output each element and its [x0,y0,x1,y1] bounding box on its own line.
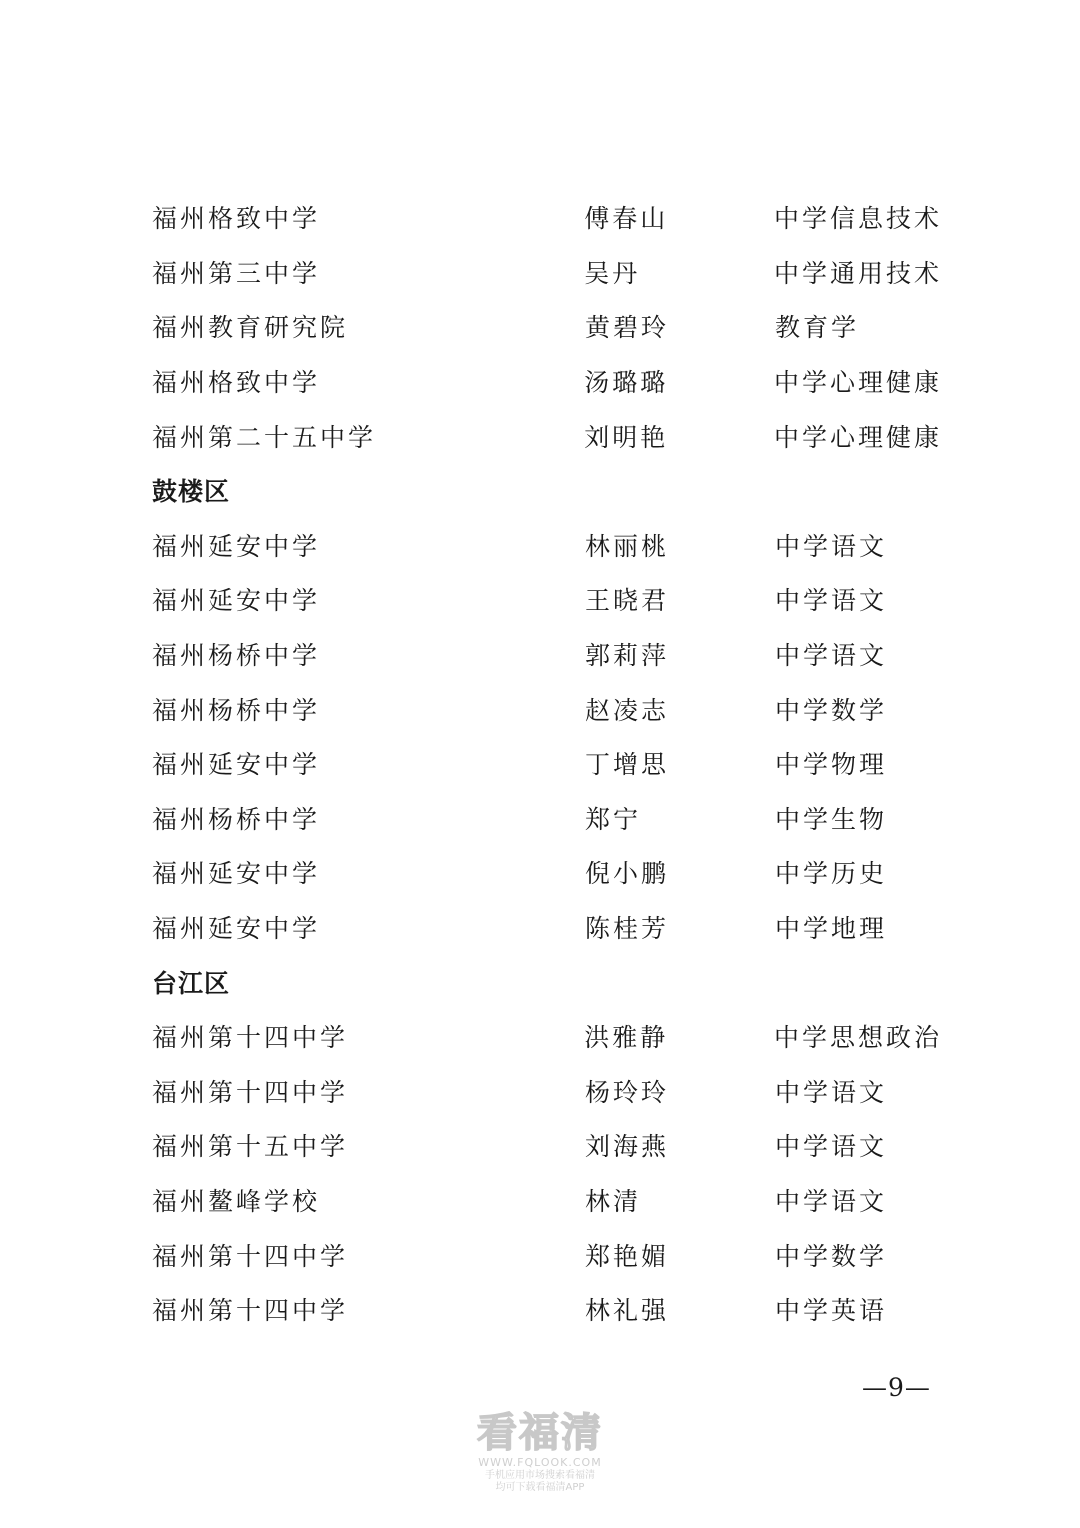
row-name: 刘海燕 [585,1132,670,1162]
list-row [152,736,942,791]
teacher-list [152,190,942,1336]
row-name: 杨玲玲 [585,1077,670,1107]
row-name: 傅春山 [584,204,669,234]
watermark [440,1410,640,1494]
row-name: 汤璐璐 [584,368,669,398]
list-row [152,1118,942,1173]
row-subject: 中学物理 [775,750,888,780]
section-heading: 台江区 [152,968,231,998]
list-row [152,900,942,955]
list-row [152,1173,942,1228]
row-school: 福州鳌峰学校 [152,1186,321,1216]
row-subject: 中学历史 [775,859,888,889]
row-subject: 中学数学 [775,695,888,725]
list-row [152,1227,942,1282]
list-row [152,845,942,900]
row-subject: 中学思想政治 [773,1023,942,1053]
row-subject: 中学语文 [775,586,888,616]
list-row [152,1064,942,1119]
row-name: 郭莉萍 [585,641,670,671]
row-subject: 中学信息技术 [773,204,942,234]
row-name: 陈桂芳 [585,914,670,944]
list-row [152,354,942,409]
list-row [152,572,942,627]
row-subject: 中学语文 [775,1186,888,1216]
list-row [152,627,942,682]
row-school: 福州延安中学 [152,859,321,889]
row-school: 福州第三中学 [152,258,321,288]
row-school: 福州第十四中学 [152,1296,349,1326]
row-name: 赵凌志 [585,695,670,725]
row-school: 福州第十五中学 [152,1132,349,1162]
row-name: 郑宁 [585,804,642,834]
list-row [152,791,942,846]
row-name: 林清 [585,1186,642,1216]
row-school: 福州教育研究院 [152,313,349,343]
row-school: 福州第十四中学 [152,1241,349,1271]
row-school: 福州格致中学 [152,368,321,398]
row-name: 郑艳媚 [585,1241,670,1271]
list-row [152,245,942,300]
row-subject: 中学心理健康 [773,368,942,398]
row-name: 王晓君 [585,586,670,616]
row-name: 刘明艳 [584,422,669,452]
watermark-title: 看福清 [477,1410,603,1456]
row-subject: 教育学 [775,313,860,343]
row-school: 福州延安中学 [152,750,321,780]
row-school: 福州第十四中学 [152,1077,349,1107]
row-subject: 中学语文 [775,1077,888,1107]
row-name: 吴丹 [584,258,641,288]
row-name: 丁增思 [585,750,670,780]
row-school: 福州杨桥中学 [152,804,321,834]
page-number: —9— [862,1373,931,1402]
section-heading: 鼓楼区 [152,477,231,507]
row-subject: 中学地理 [775,914,888,944]
list-row [152,1282,942,1337]
row-subject: 中学通用技术 [773,258,942,288]
row-school: 福州延安中学 [152,531,321,561]
list-row [152,190,942,245]
list-row [152,408,942,463]
row-school: 福州杨桥中学 [152,695,321,725]
row-school: 福州延安中学 [152,586,321,616]
watermark-line-2: 均可下载看福清APP [495,1482,585,1493]
watermark-url: WWW.FQLOOK.COM [478,1456,602,1469]
row-subject: 中学英语 [775,1296,888,1326]
row-school: 福州延安中学 [152,914,321,944]
row-school: 福州第十四中学 [152,1023,349,1053]
row-name: 洪雅静 [584,1023,669,1053]
row-school: 福州杨桥中学 [152,641,321,671]
row-subject: 中学心理健康 [773,422,942,452]
list-row [152,1009,942,1064]
row-name: 黄碧玲 [585,313,670,343]
row-name: 倪小鹏 [585,859,670,889]
watermark-line-1: 手机应用市场搜索看福清 [485,1470,595,1481]
row-name: 林丽桃 [585,531,670,561]
list-row [152,681,942,736]
row-name: 林礼强 [585,1296,670,1326]
row-subject: 中学生物 [775,804,888,834]
row-school: 福州格致中学 [152,204,321,234]
row-subject: 中学语文 [775,641,888,671]
row-subject: 中学语文 [775,531,888,561]
row-subject: 中学语文 [775,1132,888,1162]
list-row [152,518,942,573]
row-subject: 中学数学 [775,1241,888,1271]
row-school: 福州第二十五中学 [152,422,377,452]
list-row [152,299,942,354]
